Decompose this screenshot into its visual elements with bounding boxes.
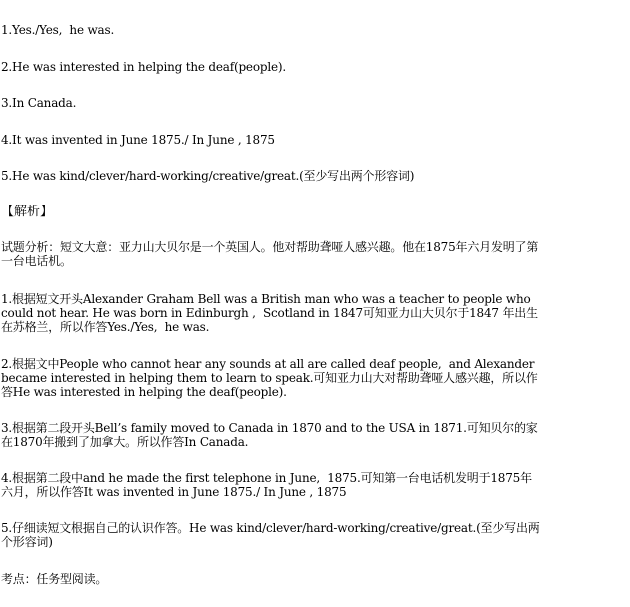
explanation-1-line-3: 在苏格兰，所以作答Yes./Yes, he was.	[1, 320, 210, 334]
explanation-4-line-2: 六月，所以作答It was invented in June 1875./ In June , 1875	[1, 485, 347, 499]
answer-2: 2.He was interested in helping the deaf(people).	[1, 60, 286, 74]
exam-point: 考点：任务型阅读。	[1, 572, 108, 586]
explanation-1-line-2: could not hear. He was born in Edinburgh , Scotland in 1847可知亚力山大贝尔于1847 年出生	[1, 306, 538, 320]
explanation-2-line-3: 答He was interested in helping the deaf(people).	[1, 385, 287, 399]
explanation-3-line-1: 3.根据第二段开头Bell’s family moved to Canada in 1870 and to the USA in 1871.可知贝尔的家	[1, 421, 538, 435]
explanation-5-line-1: 5.仔细读短文根据自己的认识作答。He was kind/clever/hard-working/creative/great.(至少写出两	[1, 521, 540, 535]
answer-4: 4.It was invented in June 1875./ In June , 1875	[1, 133, 275, 147]
explanation-2-line-2: became interested in helping them to learn to speak.可知亚力山大对帮助聋哑人感兴趣，所以作	[1, 371, 538, 385]
explanation-1-line-1: 1.根据短文开头Alexander Graham Bell was a British man who was a teacher to people who	[1, 292, 531, 306]
explanation-2-line-1: 2.根据文中People who cannot hear any sounds at all are called deaf people, and Alexander	[1, 357, 535, 371]
explanation-4-line-1: 4.根据第二段中and he made the first telephone in June, 1875.可知第一台电话机发明于1875年	[1, 471, 532, 485]
explanation-5-line-2: 个形容词)	[1, 535, 53, 549]
answer-5: 5.He was kind/clever/hard-working/creative/great.(至少写出两个形容词)	[1, 169, 415, 183]
answer-3: 3.In Canada.	[1, 96, 77, 110]
analysis-heading: 【解析】	[1, 205, 54, 219]
explanation-3-line-2: 在1870年搬到了加拿大。所以作答In Canada.	[1, 435, 249, 449]
summary-line-1: 试题分析：短文大意：亚力山大贝尔是一个英国人。他对帮助聋哑人感兴趣。他在1875年六月发明了第	[1, 240, 539, 254]
answer-1: 1.Yes./Yes, he was.	[1, 23, 115, 37]
summary-line-2: 一台电话机。	[1, 254, 72, 268]
